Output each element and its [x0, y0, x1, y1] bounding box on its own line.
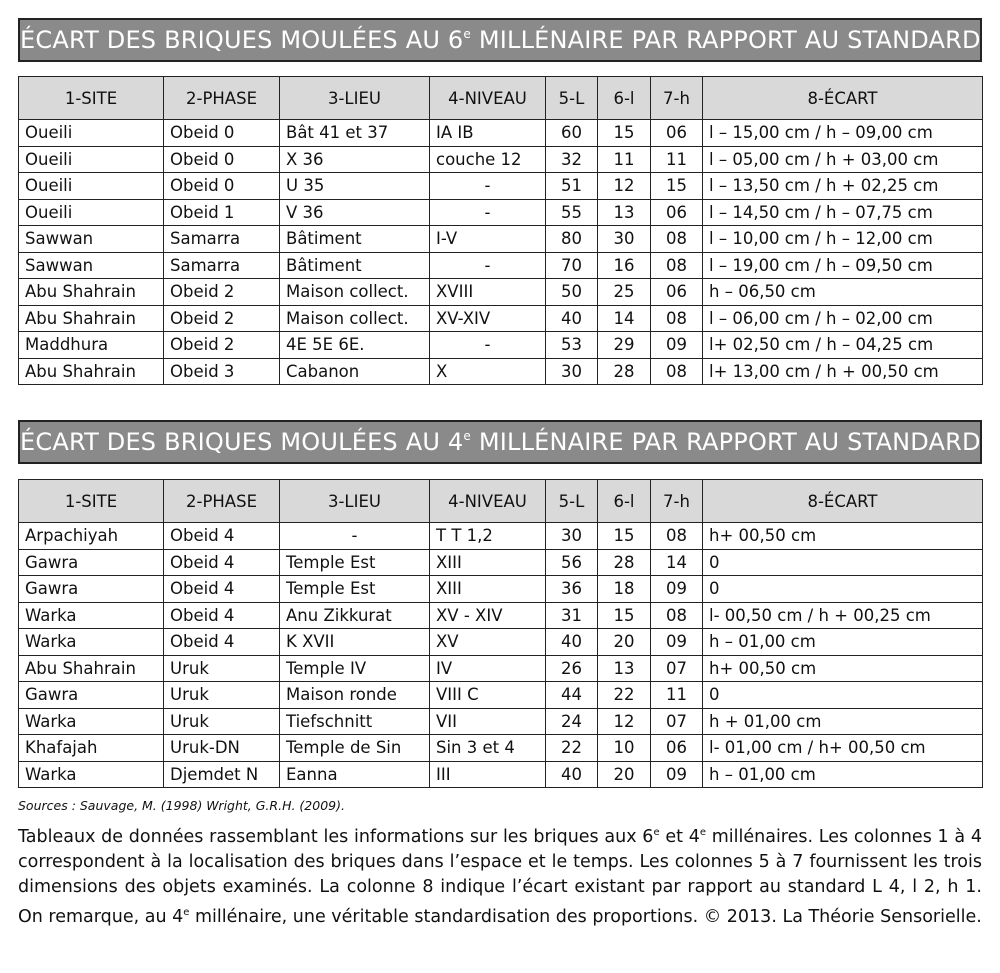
table-row — [19, 252, 983, 279]
cell-site: Gawra — [19, 549, 164, 576]
header-row — [19, 77, 983, 120]
cell-length: 36 — [546, 576, 598, 603]
cell-width: 18 — [598, 576, 651, 603]
cell-site: Maddhura — [19, 332, 164, 359]
caption-part-2: et 4 — [659, 826, 700, 847]
cell-length: 56 — [546, 549, 598, 576]
cell-width: 10 — [598, 735, 651, 762]
table-4th-millennium — [18, 479, 983, 788]
cell-phase: Obeid 0 — [164, 146, 280, 173]
table-row — [19, 682, 983, 709]
cell-width: 15 — [598, 602, 651, 629]
cell-length: 30 — [546, 523, 598, 550]
caption-part-3: millénaires. Les colonnes 1 à 4 correspondent à la localisation des briques dans l’espace et le temps. Les colonnes 5 à 7 fournissent les trois dimensions des objets examinés. La colonne 8 indique l’écart existant par rapport au standard L 4, l 2, h 1. On remarque, au 4 — [18, 826, 983, 927]
cell-ecart: l – 06,00 cm / h – 02,00 cm — [703, 305, 983, 332]
column-header-height: 7-h — [651, 77, 703, 120]
cell-niveau: XV — [430, 629, 546, 656]
cell-site: Abu Shahrain — [19, 358, 164, 385]
cell-length: 22 — [546, 735, 598, 762]
cell-phase: Samarra — [164, 252, 280, 279]
cell-ecart: 0 — [703, 682, 983, 709]
cell-width: 11 — [598, 146, 651, 173]
table2-title-start: ÉCART DES BRIQUES MOULÉES AU 4 — [20, 428, 464, 456]
column-header-phase: 2-PHASE — [164, 480, 280, 523]
cell-niveau: couche 12 — [430, 146, 546, 173]
cell-niveau: XIII — [430, 576, 546, 603]
cell-niveau: T T 1,2 — [430, 523, 546, 550]
table1-title-end: MILLÉNAIRE PAR RAPPORT AU STANDARD — [470, 26, 981, 54]
cell-site: Warka — [19, 629, 164, 656]
cell-site: Warka — [19, 761, 164, 788]
cell-height: 08 — [651, 252, 703, 279]
cell-width: 28 — [598, 358, 651, 385]
cell-niveau: VIII C — [430, 682, 546, 709]
cell-width: 15 — [598, 523, 651, 550]
table1-title-banner — [18, 18, 982, 62]
cell-phase: Obeid 4 — [164, 549, 280, 576]
table-row — [19, 655, 983, 682]
cell-site: Oueili — [19, 173, 164, 200]
cell-width: 20 — [598, 629, 651, 656]
cell-niveau: XVIII — [430, 279, 546, 306]
cell-length: 53 — [546, 332, 598, 359]
cell-ecart: l – 05,00 cm / h + 03,00 cm — [703, 146, 983, 173]
cell-height: 06 — [651, 199, 703, 226]
cell-lieu: Anu Zikkurat — [280, 602, 430, 629]
cell-height: 09 — [651, 332, 703, 359]
cell-niveau: XIII — [430, 549, 546, 576]
cell-ecart: h – 01,00 cm — [703, 761, 983, 788]
table-row — [19, 146, 983, 173]
cell-height: 14 — [651, 549, 703, 576]
cell-height: 06 — [651, 279, 703, 306]
cell-width: 12 — [598, 173, 651, 200]
cell-site: Gawra — [19, 576, 164, 603]
cell-height: 11 — [651, 682, 703, 709]
header-row — [19, 480, 983, 523]
caption-sup-3: e — [183, 906, 190, 918]
cell-lieu: 4E 5E 6E. — [280, 332, 430, 359]
cell-lieu: Cabanon — [280, 358, 430, 385]
cell-phase: Obeid 1 — [164, 199, 280, 226]
table-row — [19, 549, 983, 576]
cell-phase: Obeid 4 — [164, 629, 280, 656]
cell-phase: Obeid 2 — [164, 279, 280, 306]
cell-ecart: 0 — [703, 576, 983, 603]
cell-niveau: - — [430, 173, 546, 200]
cell-niveau: X — [430, 358, 546, 385]
cell-lieu: Bâtiment — [280, 226, 430, 253]
cell-height: 08 — [651, 602, 703, 629]
cell-lieu: Maison collect. — [280, 305, 430, 332]
cell-lieu: Temple de Sin — [280, 735, 430, 762]
caption-paragraph — [18, 820, 982, 930]
cell-ecart: l – 13,50 cm / h + 02,25 cm — [703, 173, 983, 200]
column-header-site: 1-SITE — [19, 77, 164, 120]
cell-width: 29 — [598, 332, 651, 359]
cell-site: Arpachiyah — [19, 523, 164, 550]
cell-lieu: V 36 — [280, 199, 430, 226]
cell-width: 14 — [598, 305, 651, 332]
cell-phase: Samarra — [164, 226, 280, 253]
cell-width: 20 — [598, 761, 651, 788]
table-row — [19, 279, 983, 306]
cell-height: 08 — [651, 523, 703, 550]
cell-length: 55 — [546, 199, 598, 226]
cell-phase: Uruk — [164, 655, 280, 682]
cell-lieu: U 35 — [280, 173, 430, 200]
cell-length: 40 — [546, 629, 598, 656]
cell-site: Sawwan — [19, 226, 164, 253]
cell-length: 24 — [546, 708, 598, 735]
caption-sup-2: e — [699, 827, 706, 838]
cell-site: Warka — [19, 602, 164, 629]
column-header-niveau: 4-NIVEAU — [430, 77, 546, 120]
table-row — [19, 173, 983, 200]
cell-niveau: - — [430, 332, 546, 359]
column-header-lieu: 3-LIEU — [280, 480, 430, 523]
cell-width: 30 — [598, 226, 651, 253]
cell-length: 31 — [546, 602, 598, 629]
cell-lieu: Tiefschnitt — [280, 708, 430, 735]
cell-niveau: IV — [430, 655, 546, 682]
column-header-width: 6-l — [598, 77, 651, 120]
table1-title-sup: e — [463, 27, 471, 41]
cell-ecart: h + 01,00 cm — [703, 708, 983, 735]
column-header-lieu: 3-LIEU — [280, 77, 430, 120]
cell-width: 12 — [598, 708, 651, 735]
cell-lieu: Maison collect. — [280, 279, 430, 306]
cell-height: 07 — [651, 708, 703, 735]
table2-title-banner — [18, 420, 982, 464]
cell-ecart: l – 10,00 cm / h – 12,00 cm — [703, 226, 983, 253]
cell-lieu: Bât 41 et 37 — [280, 120, 430, 147]
cell-niveau: - — [430, 199, 546, 226]
cell-length: 40 — [546, 761, 598, 788]
cell-width: 15 — [598, 120, 651, 147]
cell-width: 25 — [598, 279, 651, 306]
cell-niveau: I-V — [430, 226, 546, 253]
cell-phase: Obeid 0 — [164, 120, 280, 147]
cell-site: Sawwan — [19, 252, 164, 279]
cell-ecart: l – 14,50 cm / h – 07,75 cm — [703, 199, 983, 226]
cell-height: 11 — [651, 146, 703, 173]
cell-height: 08 — [651, 358, 703, 385]
table1-title-start: ÉCART DES BRIQUES MOULÉES AU 6 — [20, 26, 464, 54]
cell-lieu: Eanna — [280, 761, 430, 788]
cell-phase: Uruk — [164, 708, 280, 735]
cell-length: 80 — [546, 226, 598, 253]
cell-site: Oueili — [19, 199, 164, 226]
cell-width: 13 — [598, 655, 651, 682]
table-row — [19, 305, 983, 332]
cell-ecart: l – 15,00 cm / h – 09,00 cm — [703, 120, 983, 147]
cell-niveau: - — [430, 252, 546, 279]
cell-height: 09 — [651, 576, 703, 603]
column-header-height: 7-h — [651, 480, 703, 523]
table-row — [19, 332, 983, 359]
cell-length: 70 — [546, 252, 598, 279]
cell-ecart: l+ 13,00 cm / h + 00,50 cm — [703, 358, 983, 385]
cell-lieu: Bâtiment — [280, 252, 430, 279]
cell-ecart: h+ 00,50 cm — [703, 655, 983, 682]
cell-lieu: Temple IV — [280, 655, 430, 682]
cell-height: 15 — [651, 173, 703, 200]
table-6th-millennium — [18, 76, 983, 385]
cell-site: Oueili — [19, 146, 164, 173]
table2-title-end: MILLÉNAIRE PAR RAPPORT AU STANDARD — [470, 428, 981, 456]
cell-ecart: h – 01,00 cm — [703, 629, 983, 656]
cell-length: 40 — [546, 305, 598, 332]
table-row — [19, 761, 983, 788]
cell-lieu: X 36 — [280, 146, 430, 173]
cell-phase: Djemdet N — [164, 761, 280, 788]
cell-site: Abu Shahrain — [19, 305, 164, 332]
column-header-niveau: 4-NIVEAU — [430, 480, 546, 523]
cell-site: Gawra — [19, 682, 164, 709]
cell-phase: Obeid 0 — [164, 173, 280, 200]
cell-height: 06 — [651, 735, 703, 762]
caption-part-1: Tableaux de données rassemblant les informations sur les briques aux 6 — [18, 826, 654, 847]
cell-site: Oueili — [19, 120, 164, 147]
cell-phase: Obeid 3 — [164, 358, 280, 385]
column-header-width: 6-l — [598, 480, 651, 523]
caption-sup-1: e — [653, 827, 660, 838]
cell-phase: Obeid 4 — [164, 602, 280, 629]
cell-lieu: Temple Est — [280, 576, 430, 603]
column-header-length: 5-L — [546, 480, 598, 523]
table-row — [19, 120, 983, 147]
cell-height: 09 — [651, 761, 703, 788]
cell-phase: Uruk — [164, 682, 280, 709]
cell-height: 08 — [651, 226, 703, 253]
column-header-length: 5-L — [546, 77, 598, 120]
cell-ecart: l- 01,00 cm / h+ 00,50 cm — [703, 735, 983, 762]
cell-phase: Obeid 2 — [164, 332, 280, 359]
cell-ecart: 0 — [703, 549, 983, 576]
cell-height: 09 — [651, 629, 703, 656]
cell-niveau: VII — [430, 708, 546, 735]
cell-niveau: XV-XIV — [430, 305, 546, 332]
caption-part-4: millénaire, une véritable standardisation des proportions. © 2013. La Théorie Sensorielle. — [189, 906, 982, 927]
cell-lieu: Temple Est — [280, 549, 430, 576]
cell-length: 44 — [546, 682, 598, 709]
table-row — [19, 226, 983, 253]
sources-note: Sources : Sauvage, M. (1998) Wright, G.R.H. (2009). — [18, 798, 345, 813]
table-row — [19, 199, 983, 226]
column-header-ecart: 8-ÉCART — [703, 77, 983, 120]
cell-height: 07 — [651, 655, 703, 682]
table-row — [19, 735, 983, 762]
cell-ecart: h – 06,50 cm — [703, 279, 983, 306]
table-row — [19, 708, 983, 735]
table-row — [19, 523, 983, 550]
table-row — [19, 629, 983, 656]
cell-phase: Obeid 4 — [164, 523, 280, 550]
cell-width: 16 — [598, 252, 651, 279]
cell-length: 26 — [546, 655, 598, 682]
column-header-phase: 2-PHASE — [164, 77, 280, 120]
cell-width: 28 — [598, 549, 651, 576]
cell-lieu: - — [280, 523, 430, 550]
cell-lieu: K XVII — [280, 629, 430, 656]
cell-height: 06 — [651, 120, 703, 147]
table-row — [19, 576, 983, 603]
table-row — [19, 358, 983, 385]
cell-site: Abu Shahrain — [19, 279, 164, 306]
cell-length: 30 — [546, 358, 598, 385]
cell-ecart: l – 19,00 cm / h – 09,50 cm — [703, 252, 983, 279]
cell-phase: Uruk-DN — [164, 735, 280, 762]
cell-niveau: IA IB — [430, 120, 546, 147]
cell-phase: Obeid 4 — [164, 576, 280, 603]
cell-niveau: XV - XIV — [430, 602, 546, 629]
cell-length: 60 — [546, 120, 598, 147]
cell-niveau: III — [430, 761, 546, 788]
cell-site: Abu Shahrain — [19, 655, 164, 682]
cell-width: 22 — [598, 682, 651, 709]
cell-length: 50 — [546, 279, 598, 306]
cell-width: 13 — [598, 199, 651, 226]
table2-title-sup: e — [463, 429, 471, 443]
cell-ecart: h+ 00,50 cm — [703, 523, 983, 550]
cell-ecart: l- 00,50 cm / h + 00,25 cm — [703, 602, 983, 629]
cell-length: 32 — [546, 146, 598, 173]
cell-site: Warka — [19, 708, 164, 735]
cell-niveau: Sin 3 et 4 — [430, 735, 546, 762]
table-row — [19, 602, 983, 629]
column-header-site: 1-SITE — [19, 480, 164, 523]
cell-length: 51 — [546, 173, 598, 200]
cell-phase: Obeid 2 — [164, 305, 280, 332]
cell-lieu: Maison ronde — [280, 682, 430, 709]
cell-height: 08 — [651, 305, 703, 332]
cell-site: Khafajah — [19, 735, 164, 762]
column-header-ecart: 8-ÉCART — [703, 480, 983, 523]
cell-ecart: l+ 02,50 cm / h – 04,25 cm — [703, 332, 983, 359]
